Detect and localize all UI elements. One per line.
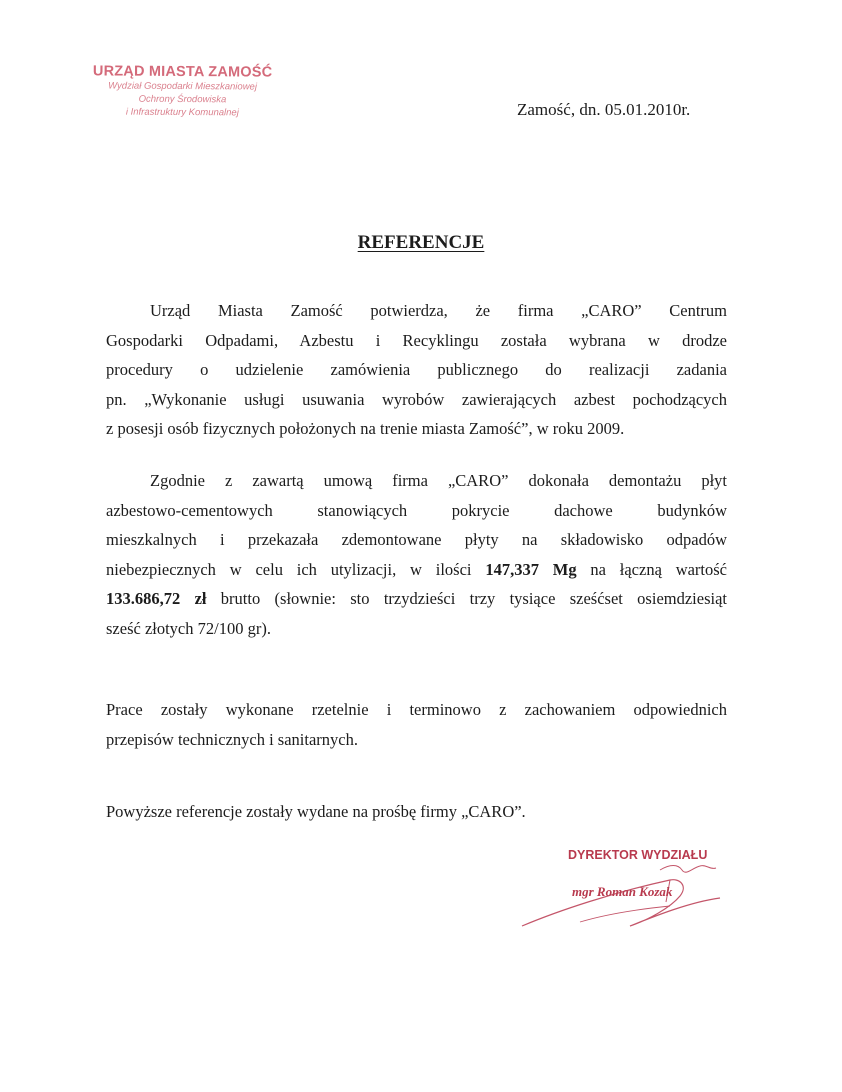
document-title: REFERENCJE (357, 232, 485, 253)
paragraph-line: z posesji osób fizycznych położonych na trenie miasta Zamość”, w roku 2009. (106, 419, 625, 438)
paragraph-line: Gospodarki Odpadami, Azbestu i Recyklingu została wybrana w drodze (106, 330, 727, 350)
paragraph-line: azbestowo-cementowych stanowiących pokrycie dachowe budynków (106, 500, 727, 520)
quantity-value: 147,337 Mg (485, 559, 577, 579)
stamp-department-line: Ochrony Środowiska (138, 93, 227, 106)
line-text: brutto (słownie: sto trzydzieści trzy tysiące sześćset osiemdziesiąt (206, 589, 727, 608)
paragraph-line (106, 555, 727, 585)
office-stamp (80, 63, 285, 119)
stamp-department-line: i Infrastruktury Komunalnej (125, 106, 239, 119)
paragraph-quality (106, 695, 727, 754)
paragraph-line: Prace zostały wykonane rzetelnie i terminowo z zachowaniem odpowiednich (106, 700, 727, 719)
amount-value: 133.686,72 zł (106, 589, 207, 608)
signature-name: mgr Roman Kozak (572, 884, 673, 899)
paragraph-confirmation (106, 296, 727, 444)
line-text: niebezpiecznych w celu ich utylizacji, w ilości (106, 559, 486, 579)
paragraph-line: Powyższe referencje zostały wydane na prośbę firmy „CARO”. (106, 802, 526, 821)
paragraph-line: mieszkalnych i przekazała zdemontowane płyty na składowisko odpadów (106, 530, 727, 549)
line-text: na łączną wartość (576, 559, 727, 579)
signature-block (520, 840, 740, 940)
paragraph-line (106, 584, 727, 614)
paragraph-line: Urząd Miasta Zamość potwierdza, że firma „CARO” Centrum (150, 301, 727, 320)
signature-position: DYREKTOR WYDZIAŁU (568, 848, 708, 862)
paragraph-line: Zgodnie z zawartą umową firma „CARO” dokonała demontażu płyt (150, 471, 727, 490)
paragraph-line: sześć złotych 72/100 gr). (106, 618, 271, 638)
paragraph-line: pn. „Wykonanie usługi usuwania wyrobów zawierających azbest pochodzących (106, 389, 727, 409)
paragraph-contract (106, 466, 727, 643)
paragraph-closing (106, 797, 727, 827)
paragraph-line: procedury o udzielenie zamówienia publicznego do realizacji zadania (106, 360, 727, 379)
paragraph-line: przepisów technicznych i sanitarnych. (106, 729, 358, 749)
stamp-department-line: Wydział Gospodarki Mieszkaniowej (108, 80, 258, 93)
stamp-office-name: URZĄD MIASTA ZAMOŚĆ (92, 63, 273, 81)
document-date: Zamość, dn. 05.01.2010r. (517, 100, 691, 119)
